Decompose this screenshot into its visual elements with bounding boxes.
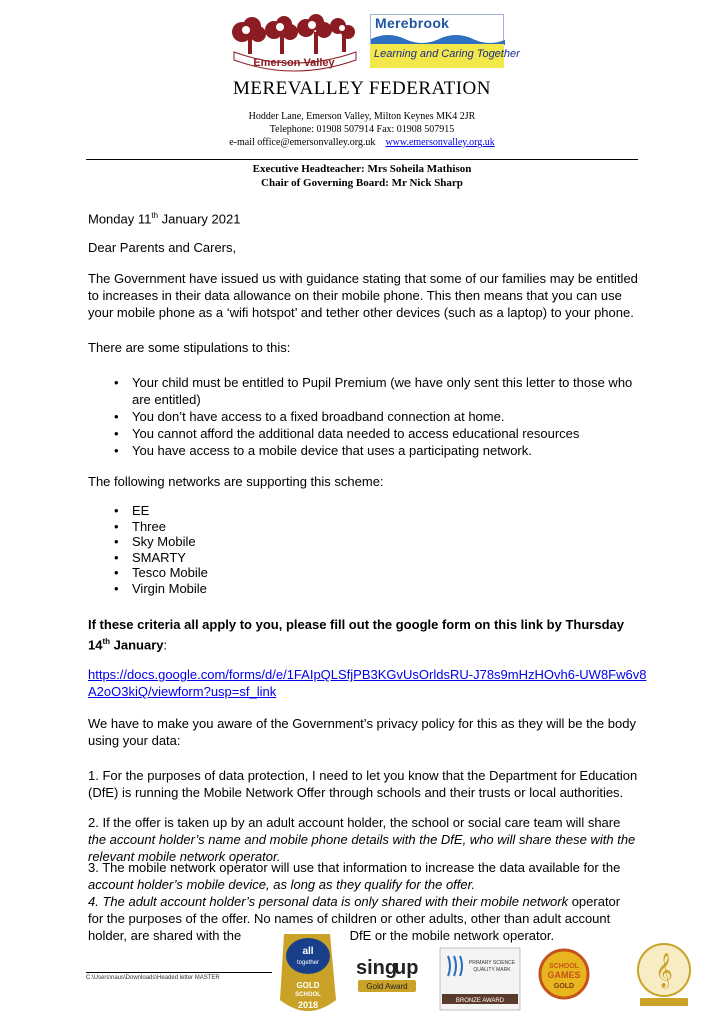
svg-text:together: together xyxy=(296,960,320,966)
svg-text:BRONZE AWARD: BRONZE AWARD xyxy=(455,998,505,1004)
svg-text:sing: sing xyxy=(356,957,398,979)
school-website-link[interactable]: www.emersonvalley.org.uk xyxy=(385,137,495,148)
treble-clef-icon: 𝄞 xyxy=(655,953,673,988)
form-link-line xyxy=(88,666,648,700)
emerson-valley-logo xyxy=(228,12,360,74)
executive-headteacher: Executive Headteacher: Mrs Soheila Mathison xyxy=(252,163,472,175)
chair-of-governors: Chair of Governing Board: Mr Nick Sharp xyxy=(261,177,463,189)
svg-text:QUALITY MARK: QUALITY MARK xyxy=(473,967,511,973)
svg-text:GOLD: GOLD xyxy=(296,981,320,990)
list-item: • You have access to a mobile device that uses a participating network. xyxy=(114,442,644,459)
list-item: • Sky Mobile xyxy=(114,534,644,550)
list-item: • EE xyxy=(114,503,644,519)
science-quality-mark-badge xyxy=(440,948,520,1010)
google-form-link[interactable]: https://docs.google.com/forms/d/e/1FAIpQLSfjPB3KGvUsOrldsRU-J78s9mHzHOvh6-UW8Fw6v8A2oO3kiQ/viewform?usp=sf_link xyxy=(88,667,647,699)
school-email-line xyxy=(0,136,724,149)
svg-text:SCHOOL: SCHOOL xyxy=(549,963,579,970)
svg-text:SCHOOL: SCHOOL xyxy=(295,992,321,998)
privacy-point-2: 2. If the offer is taken up by an adult account holder, the school or social care team will share the account holder’s name and mobile phone details with the DfE, who will share these with the relevant mobile network operator. xyxy=(88,815,636,864)
svg-text:up: up xyxy=(394,957,419,979)
svg-text:GOLD: GOLD xyxy=(553,983,575,990)
letter-date: Monday 11th January 2021 xyxy=(88,211,241,227)
music-award-badge xyxy=(638,944,690,1006)
list-item: • You cannot afford the additional data needed to access educational resources xyxy=(114,425,644,442)
privacy-point-3: 3. The mobile network operator will use that information to increase the data available for the account holder’s mobile device, as long as they qualify for the offer. xyxy=(88,860,621,892)
footer-divider xyxy=(86,972,272,973)
award-badges xyxy=(270,930,710,1024)
letter-intro-paragraph: The Government have issued us with guidance stating that some of our families may be entitled to increases in their data allowance on their mobile phone. This then means that you can use your mobile phone as a ‘wifi hotspot’ and tether other devices (such as a laptop) to your phone. xyxy=(88,271,638,320)
footer-file-path: C:\Users\naus\Downloads\Headed letter MASTER xyxy=(86,975,220,981)
privacy-point-1: 1. For the purposes of data protection, I need to let you know that the Department for Education (DfE) is running the Mobile Network Offer through schools and their trusts or local authorities. xyxy=(88,768,638,800)
letter-salutation: Dear Parents and Carers, xyxy=(88,240,237,255)
all-together-badge xyxy=(280,934,336,1011)
merebrook-logo-name: Merebrook xyxy=(375,15,450,31)
networks-list xyxy=(114,503,644,596)
merebrook-logo xyxy=(370,14,520,68)
list-item: • You don’t have access to a fixed broadband connection at home. xyxy=(114,408,644,425)
criteria-instruction: If these criteria all apply to you, please fill out the google form on this link by Thursday 14th January: xyxy=(88,617,624,653)
networks-intro: The following networks are supporting this scheme: xyxy=(88,474,384,489)
list-item: • Your child must be entitled to Pupil Premium (we have only sent this letter to those who are entitled) xyxy=(114,374,644,408)
privacy-point-4: 4. The adult account holder’s personal data is only shared with their mobile network operator for the purposes of the offer. No names of children or other adults, other than adult account holder, are shared with the DfE or the mobile network operator. xyxy=(88,894,621,943)
list-item: • Three xyxy=(114,519,644,535)
privacy-intro: We have to make you aware of the Government’s privacy policy for this as they will be the body using your data: xyxy=(88,716,636,748)
svg-text:PRIMARY SCIENCE: PRIMARY SCIENCE xyxy=(468,960,516,966)
stipulations-list xyxy=(114,374,644,459)
svg-text:2018: 2018 xyxy=(297,1000,319,1010)
svg-text:all: all xyxy=(302,946,314,957)
header-divider xyxy=(86,159,638,160)
merebrook-wave-icon xyxy=(371,31,505,45)
svg-text:Gold Award: Gold Award xyxy=(366,982,408,991)
list-item: • SMARTY xyxy=(114,550,644,566)
svg-text:GAMES: GAMES xyxy=(547,970,581,980)
list-item: • Virgin Mobile xyxy=(114,581,644,597)
school-address: Hodder Lane, Emerson Valley, Milton Keynes MK4 2JR xyxy=(248,111,476,122)
emerson-valley-logo-text: Emerson Valley xyxy=(253,57,335,69)
federation-title: MEREVALLEY FEDERATION xyxy=(232,78,492,99)
letterhead-logos xyxy=(228,12,520,74)
sing-up-badge xyxy=(356,957,418,992)
list-item: • Tesco Mobile xyxy=(114,565,644,581)
school-phone: Telephone: 01908 507914 Fax: 01908 507915 xyxy=(269,124,455,135)
school-games-badge xyxy=(540,950,588,998)
school-email: e-mail office@emersonvalley.org.uk xyxy=(229,137,376,148)
stipulations-intro: There are some stipulations to this: xyxy=(88,340,291,355)
merebrook-logo-tagline: Learning and Caring Together xyxy=(374,48,520,60)
